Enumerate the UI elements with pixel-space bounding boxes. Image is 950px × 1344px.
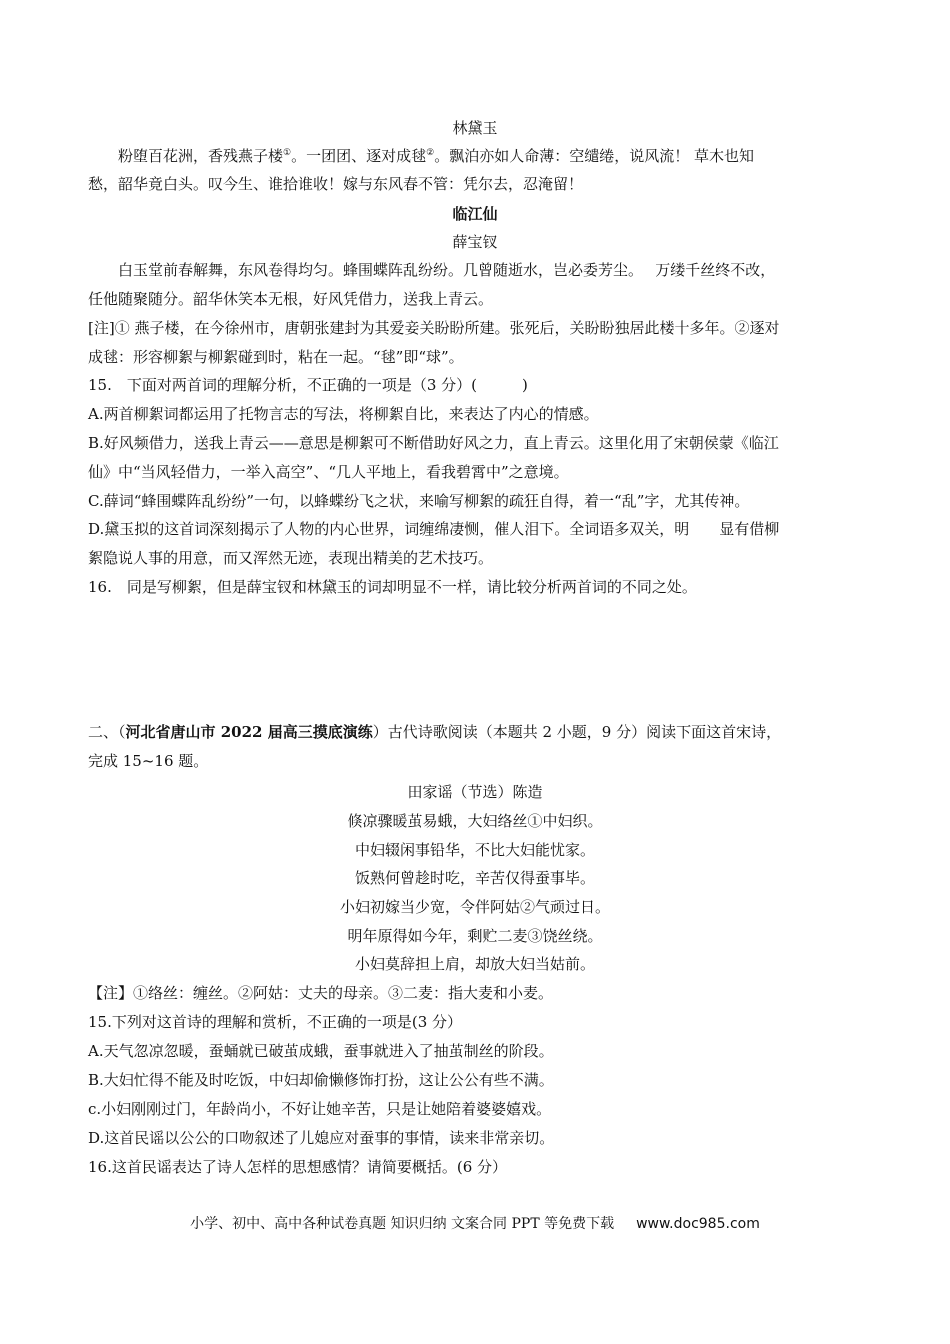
footer-text: 小学、初中、高中各种试卷真题 知识归纳 文案合同 PPT 等免费下载 [190, 1216, 615, 1232]
poem3-line: 中妇辍闲事铅华，不比大妇能忧家。 [354, 841, 595, 859]
poem3-line: 饭熟何曾趁时吃，辛苦仅得蚕事毕。 [354, 869, 595, 887]
q15a-option-d-line-1: D.黛玉拟的这首词深刻揭示了人物的内心世界，词缠绵凄恻，催人泪下。全词语多双关，明 显有借柳 [88, 520, 780, 538]
poem3-line: 小妇莫辞担上肩，却放大妇当姑前。 [354, 955, 595, 973]
q15a-stem: 15. 下面对两首词的理解分析，不正确的一项是（3 分）( ) [88, 376, 528, 394]
section2-prefix: 二、（ [88, 723, 126, 741]
poem3-title: 田家谣（节选）陈造 [407, 783, 543, 801]
poem1-line-1 [118, 146, 754, 166]
poem2-line-2: 任他随聚随分。韶华休笑本无根，好风凭借力，送我上青云。 [88, 290, 494, 308]
poem1-author: 林黛玉 [452, 119, 498, 137]
q15a-option-b-line-1: B.好风频借力，送我上青云——意思是柳絮可不断借助好风之力，直上青云。这里化用了宋朝侯蒙《临江 [88, 434, 779, 452]
notes2: 【注】①络丝：缠丝。②阿姑：丈夫的母亲。③二麦：指大麦和小麦。 [88, 984, 554, 1002]
page-footer [0, 1214, 950, 1234]
q15a-option-d-line-2: 絮隐说人事的用意，而又浑然无迹，表现出精美的艺术技巧。 [88, 549, 494, 567]
q15b-option-d: D.这首民谣以公公的口吻叙述了儿媳应对蚕事的事情，读来非常亲切。 [88, 1129, 555, 1147]
poem1-text-a: 粉堕百花洲，香残燕子楼 [118, 147, 284, 165]
poem3-line: 倏凉骤暖茧易蛾，大妇络丝①中妇织。 [347, 812, 603, 830]
section2-heading [88, 722, 781, 742]
poem1-note-mark-2: ② [426, 148, 435, 158]
poem3-line: 明年原得如今年，剩贮二麦③饶丝绕。 [347, 927, 603, 945]
poem1-note-mark-1: ① [283, 148, 292, 158]
q15a-option-a: A.两首柳絮词都运用了托物言志的写法，将柳絮自比，来表达了内心的情感。 [88, 405, 599, 423]
q15a-option-c: C.薛词“蜂围蝶阵乱纷纷”一句，以蜂蝶纷飞之状，来喻写柳絮的疏狂自得，着一“乱”字，尤其传神。 [88, 492, 750, 510]
poem2-author: 薛宝钗 [452, 233, 498, 251]
poem1-text-c: 。飘泊亦如人命薄：空缱绻，说风流！ 草木也知 [434, 147, 754, 165]
section2-line-2: 完成 15~16 题。 [88, 752, 209, 770]
q15b-option-a: A.天气忽凉忽暖，蚕蛹就已破茧成蛾，蚕事就进入了抽茧制丝的阶段。 [88, 1042, 554, 1060]
q16b-stem: 16.这首民谣表达了诗人怎样的思想感情？请简要概括。(6 分） [88, 1158, 508, 1176]
section2-suffix: ）古代诗歌阅读（本题共 2 小题，9 分）阅读下面这首宋诗， [372, 723, 782, 741]
poem2-title: 临江仙 [452, 205, 498, 223]
section2-source: 河北省唐山市 2022 届高三摸底演练 [125, 723, 373, 741]
notes1-line-2: 成毬：形容柳絮与柳絮碰到时，粘在一起。“毬”即“球”。 [88, 348, 464, 366]
notes1-line-1: [注]① 燕子楼，在今徐州市，唐朝张建封为其爱妾关盼盼所建。张死后，关盼盼独居此楼十多年。②逐对 [88, 319, 780, 337]
footer-link[interactable]: www.doc985.com [636, 1216, 760, 1232]
poem2-line-1: 白玉堂前春解舞，东风卷得均匀。蜂围蝶阵乱纷纷。几曾随逝水，岂必委芳尘。 万缕千丝终不改， [118, 261, 776, 279]
q16a-stem: 16. 同是写柳絮，但是薛宝钗和林黛玉的词却明显不一样，请比较分析两首词的不同之处。 [88, 578, 697, 596]
poem1-line-2: 愁，韶华竟白头。叹今生、谁拾谁收！嫁与东风春不管：凭尔去，忍淹留！ [88, 175, 584, 193]
q15b-stem: 15.下列对这首诗的理解和赏析，不正确的一项是(3 分） [88, 1013, 463, 1031]
q15b-option-c: c.小妇刚刚过门，年龄尚小，不好让她辛苦，只是让她陪着婆婆嬉戏。 [88, 1100, 552, 1118]
q15b-option-b: B.大妇忙得不能及时吃饭，中妇却偷懒修饰打扮，这让公公有些不满。 [88, 1071, 554, 1089]
poem1-text-b: 。一团团、逐对成毬 [291, 147, 427, 165]
q15a-option-b-line-2: 仙》中“当风轻借力，一举入高空”、“几人平地上，看我碧霄中”之意境。 [88, 463, 569, 481]
poem3-line: 小妇初嫁当少宽，令伴阿姑②气顽过日。 [339, 898, 610, 916]
